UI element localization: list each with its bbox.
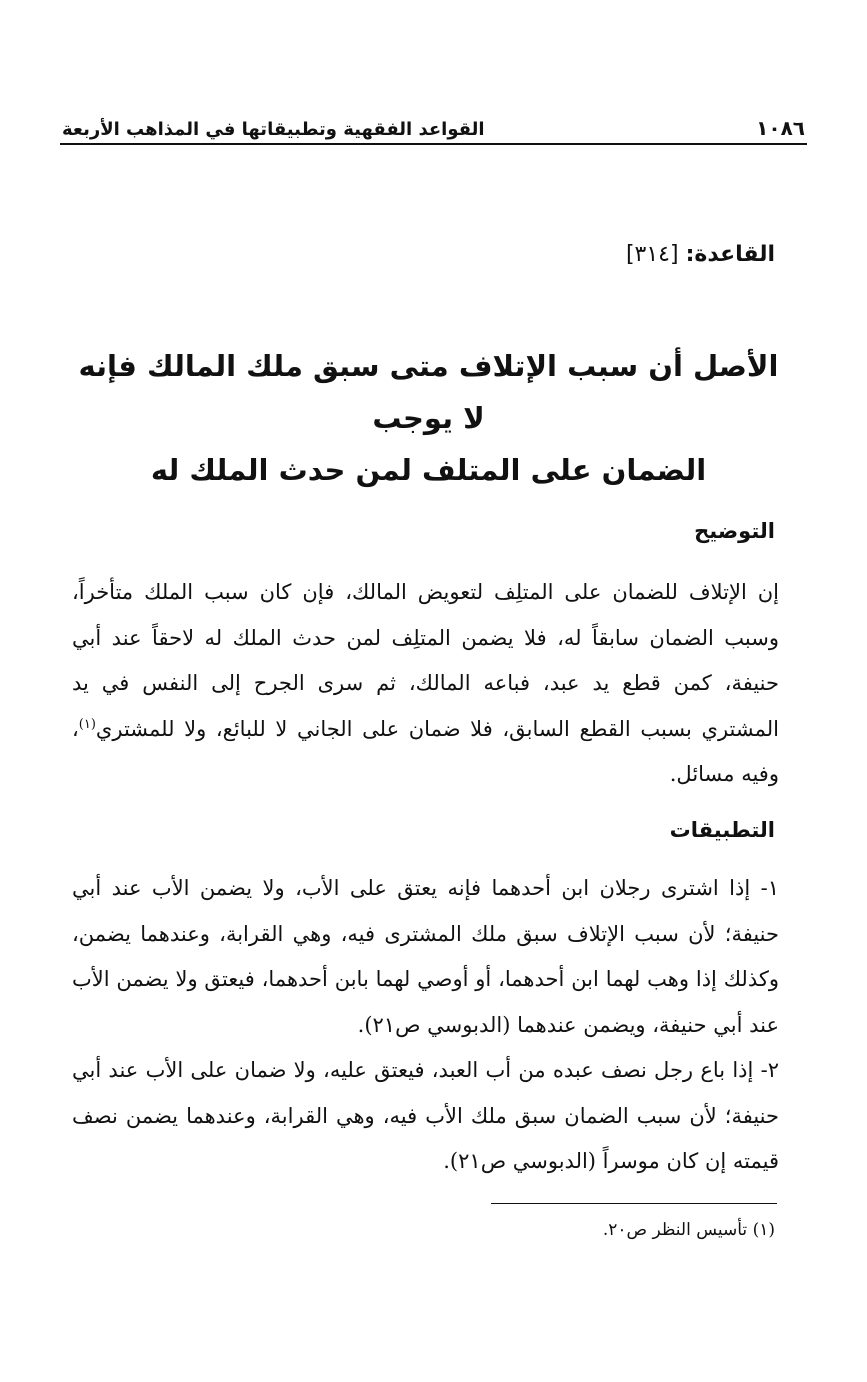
application-item: ١- إذا اشترى رجلان ابن أحدهما فإنه يعتق على الأب، ولا يضمن الأب عند أبي حنيفة؛ لأن سبب الإتلاف سبق ملك المشترى فيه، وهي القرابة، وعندهما يضمن، وكذلك إذا وهب لهما ابن أحدهما، أو أوصي لهما بابن أحدهما، فيعتق ولا يضمن الأب عند أبي حنيفة، ويضمن عندهما (الدبوسي ص٢١). [72,876,779,1037]
footnote-marker[interactable]: (١) [78,716,96,732]
rule-title-line: الأصل أن سبب الإتلاف متى سبق ملك المالك فإنه لا يوجب [78,349,779,435]
footnote [603,1220,775,1240]
explanation-text: إن الإتلاف للضمان على المتلِف لتعويض المالك، فإن كان سبب الملك متأخراً، وسبب الضمان سابقاً له، فلا يضمن المتلِف لمن حدث الملك له لاحقاً عند أبي حنيفة، كمن قطع يد عبد، فباعه المالك، ثم سرى الجرح إلى النفس في يد المشتري بسبب القطع السابق، فلا ضمان على الجاني لا للبائع، ولا للمشتري [72,580,779,741]
footnote-divider [491,1203,777,1204]
footnote-text: تأسيس النظر ص٢٠. [602,1220,748,1240]
header-divider [60,143,807,145]
rule-number: [٣١٤] [625,242,679,267]
applications-heading: التطبيقات [669,818,775,842]
application-item: ٢- إذا باع رجل نصف عبده من أب العبد، فيعتق عليه، ولا ضمان على الأب عند أبي حنيفة؛ لأن سبب الضمان سبق ملك الأب فيه، وهي القرابة، وعندهما يضمن نصف قيمته إن كان موسراً (الدبوسي ص٢١). [72,1058,779,1173]
page-number: ١٠٨٦ [756,116,805,140]
rule-title-line: الضمان على المتلف لمن حدث الملك له [150,453,707,487]
book-title: القواعد الفقهية وتطبيقاتها في المذاهب الأربعة [62,119,485,140]
explanation-paragraph [72,570,779,798]
footnote-number: (١) [752,1220,775,1240]
explanation-heading: التوضيح [694,519,775,543]
rule-title [70,340,787,496]
explanation-text-end: ، وفيه مسائل. [72,716,779,786]
running-header [62,106,805,140]
rule-label-word: القاعدة: [685,242,775,267]
rule-label [626,242,775,267]
